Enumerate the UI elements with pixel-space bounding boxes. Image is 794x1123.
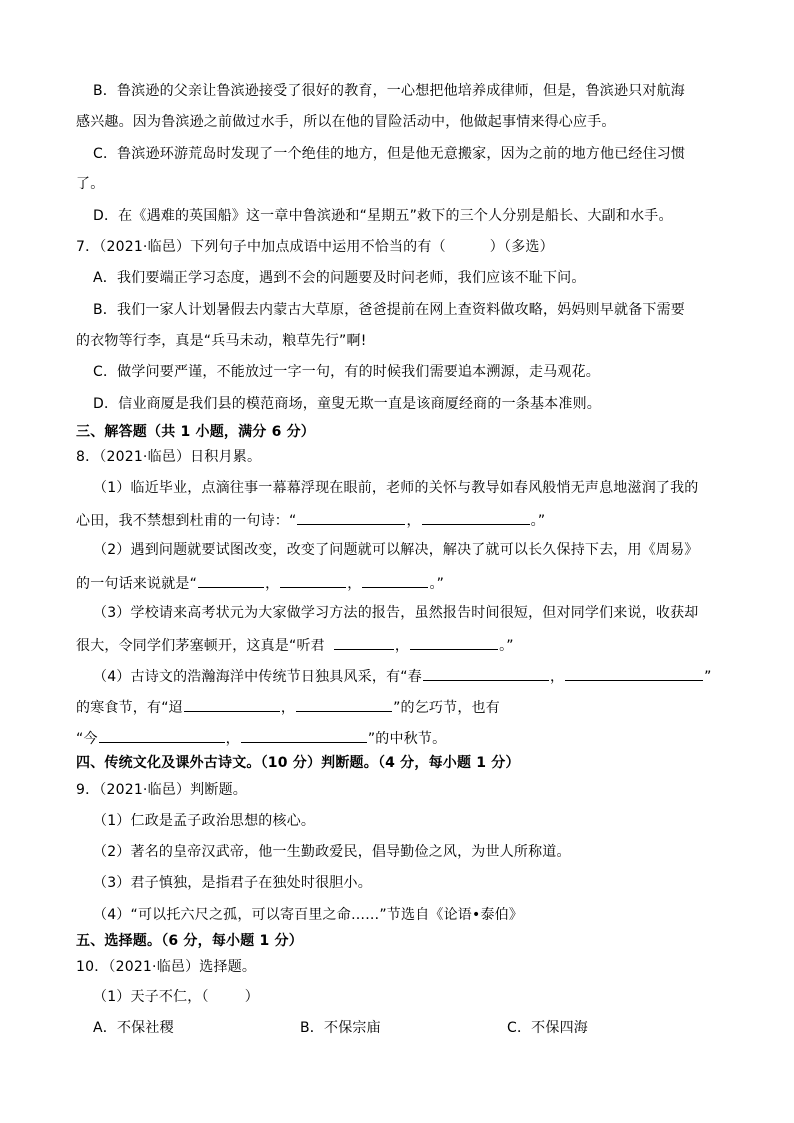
q8-part4-prompt: （4）古诗文的浩瀚海洋中传统节日独具风采，有“春 [93, 669, 422, 685]
q8-part4-blank5[interactable] [99, 728, 225, 743]
q8-part3-sep: ， [394, 638, 410, 654]
q8-part4-line3 [76, 728, 446, 748]
q8-part4-sep: ， [549, 669, 565, 685]
q8-part4-blank1[interactable] [423, 666, 549, 681]
q7-option-c: C．做学问要严谨，不能放过一字一句，有的时候我们需要追本溯源，走马观花。 [93, 364, 600, 380]
q6-option-c-line1: C．鲁滨逊环游荒岛时发现了一个绝佳的地方，但是他无意搬家，因为之前的地方他已经住习惯 [93, 146, 686, 162]
q7-option-d: D．信业商厦是我们县的模范商场，童叟无欺一直是该商厦经商的一条基本准则。 [93, 396, 601, 412]
q8-part4-blank3[interactable] [184, 697, 280, 712]
q9-item3: （3）君子慎独，是指君子在独处时很胆小。 [93, 875, 372, 891]
q10-option-c: C．不保四海 [507, 1020, 588, 1036]
q10-option-b: B．不保宗庙 [300, 1020, 381, 1036]
q8-part2-blank3[interactable] [362, 573, 428, 588]
q10-sub1 [93, 988, 259, 1006]
q10-sub1-close: ） [244, 989, 259, 1005]
q8-part4-line2 [76, 697, 500, 717]
q6-option-b-line2: 感兴趣。因为鲁滨逊之前做过水手，所以在他的冒险活动中，他做起事情来得心应手。 [76, 114, 616, 130]
q8-part1-blank1[interactable] [297, 510, 405, 525]
q9-item2: （2）著名的皇帝汉武帝，他一生勤政爱民，倡导勤俭之风，为世人所称道。 [93, 844, 571, 860]
q8-part2-blank2[interactable] [280, 573, 346, 588]
q8-part4-qixi-sep: ， [280, 700, 296, 716]
q8-stem: 8．（2021·临邑）日积月累。 [76, 449, 262, 465]
section5-heading: 五、选择题。（6 分，每小题 1 分） [76, 933, 303, 949]
section4-heading: 四、传统文化及课外古诗文。（10 分）判断题。（4 分，每小题 1 分） [76, 755, 520, 771]
q8-part2-blank1[interactable] [198, 573, 264, 588]
q10-stem: 10．（2021·临邑）选择题。 [76, 959, 257, 975]
q8-part4-qixi-end: ”的乞巧节，也有 [393, 700, 500, 716]
q8-part4-blank6[interactable] [241, 728, 367, 743]
q8-part1-end: 。” [530, 513, 546, 529]
q7-stem-text: 7．（2021·临邑）下列句子中加点成语中运用不恰当的有（ [76, 239, 446, 255]
q9-stem: 9．（2021·临邑）判断题。 [76, 782, 247, 798]
section3-heading: 三、解答题（共 1 小题，满分 6 分） [76, 424, 315, 440]
q7-stem [76, 238, 554, 256]
q9-item4: （4）“可以托六尺之孤，可以寄百里之命……”节选自《论语•泰伯》 [93, 907, 524, 923]
q8-part2-sep2: ， [347, 576, 362, 592]
q8-part3-prompt: 很大，令同学们茅塞顿开，这真是“听君 [76, 638, 325, 654]
q8-part3-blank1[interactable] [334, 635, 394, 650]
q7-stem-multi: ）（多选） [489, 239, 554, 255]
q10-sub1-text: （1）天子不仁，（ [93, 989, 209, 1005]
q6-option-c-line2: 了。 [76, 176, 105, 192]
q8-part3-line1: （3）学校请来高考状元为大家做学习方法的报告，虽然报告时间很短，但对同学们来说，收获却 [93, 605, 699, 621]
q8-part4-midautumn-prompt: “今 [76, 731, 98, 747]
q8-part2-prompt: 的一句话来说就是“ [76, 576, 198, 592]
q8-part1-line1: （1）临近毕业，点滴往事一幕幕浮现在眼前，老师的关怀与教导如春风般悄无声息地滋润了我的 [93, 480, 699, 496]
q8-part4-blank2[interactable] [565, 666, 703, 681]
q8-part4-line1 [93, 666, 712, 686]
q10-option-a: A．不保社稷 [93, 1020, 174, 1036]
q8-part2-sep1: ， [265, 576, 280, 592]
q7-option-b-line2: 的衣物等行李，真是“兵马未动，粮草先行”啊! [76, 333, 367, 349]
q8-part3-line2 [76, 635, 514, 655]
q8-part4-midautumn-end: ”的中秋节。 [367, 731, 447, 747]
q8-part4-blank4[interactable] [296, 697, 392, 712]
q6-option-d: D．在《遇难的英国船》这一章中鲁滨逊和“星期五”救下的三个人分别是船长、大副和水手。 [93, 208, 673, 224]
q8-part4-qixi-prompt: 的寒食节，有“迢 [76, 700, 183, 716]
q9-item1: （1）仁政是孟子政治思想的核心。 [93, 813, 316, 829]
q8-part1-sep: ， [406, 513, 421, 529]
q8-part1-blank2[interactable] [422, 510, 530, 525]
q8-part4-end: ” [704, 669, 712, 685]
q7-option-a: A．我们要端正学习态度，遇到不会的问题要及时问老师，我们应该不耻下问。 [93, 270, 586, 286]
q8-part3-end: 。” [499, 638, 514, 654]
q8-part4-midautumn-sep: ， [225, 731, 240, 747]
q6-option-b-line1: B．鲁滨逊的父亲让鲁滨逊接受了很好的教育，一心想把他培养成律师，但是，鲁滨逊只对航海 [93, 83, 686, 99]
q8-part3-blank2[interactable] [410, 635, 498, 650]
q7-option-b-line1: B．我们一家人计划暑假去内蒙古大草原，爸爸提前在网上查资料做攻略，妈妈则早就备下需要 [93, 302, 686, 318]
q8-part1-prompt: 心田，我不禁想到杜甫的一句诗：“ [76, 513, 297, 529]
q8-part2-end: 。” [429, 576, 445, 592]
q8-part2-line1: （2）遇到问题就要试图改变，改变了问题就可以解决，解决了就可以长久保持下去，用《周易》 [93, 542, 699, 558]
q8-part1-line2 [76, 510, 545, 530]
q8-part2-line2 [76, 573, 444, 593]
